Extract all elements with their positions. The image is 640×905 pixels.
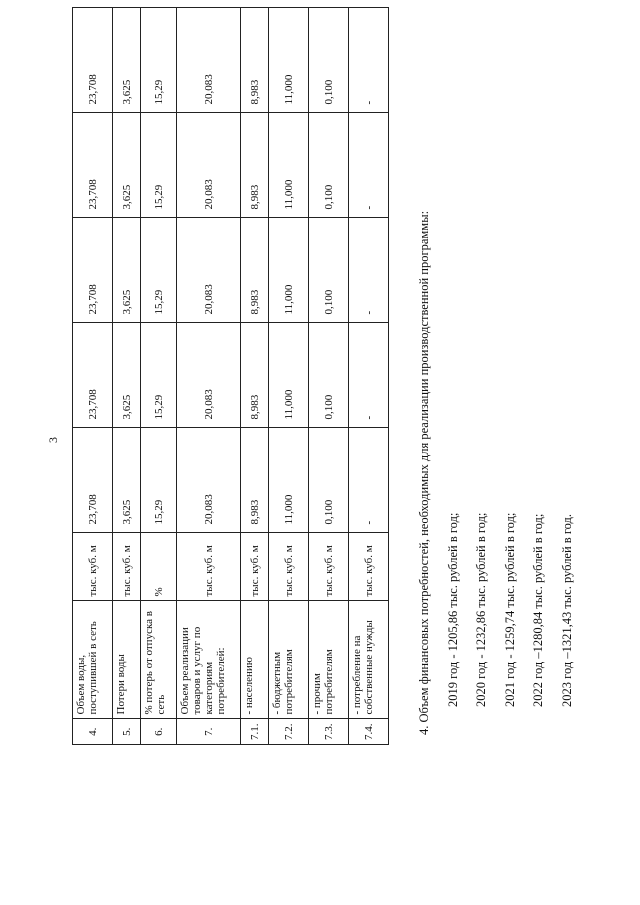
value-cell: 15,29	[141, 428, 177, 533]
value-cell: -	[349, 428, 389, 533]
value-cell: 11,000	[269, 113, 309, 218]
finance-year-line: 2021 год - 1259,74 тыс. рублей в год;	[502, 512, 517, 707]
unit-cell: тыс. куб. м	[269, 533, 309, 601]
row-number-cell: 7.4.	[349, 719, 389, 745]
value-cell: 15,29	[141, 218, 177, 323]
value-cell: 0,100	[309, 428, 349, 533]
value-cell: -	[349, 218, 389, 323]
value-cell: -	[349, 8, 389, 113]
page-number: 3	[46, 437, 60, 443]
unit-cell: тыс. куб. м	[177, 533, 241, 601]
table-row	[73, 8, 113, 745]
indicator-name-cell: - населению	[241, 601, 269, 719]
value-cell: 8,983	[241, 8, 269, 113]
value-cell: 20,083	[177, 8, 241, 113]
value-cell: 0,100	[309, 323, 349, 428]
financial-needs-section	[410, 45, 581, 735]
finance-year-line: 2022 год –1280,84 тыс. рублей в год;	[531, 513, 545, 707]
table-body	[73, 8, 389, 745]
indicator-name-cell: Объем реализации товаров и услуг по категориям потребителей:	[177, 601, 241, 719]
table-row	[141, 8, 177, 745]
value-cell: 23,708	[73, 218, 113, 323]
row-number-cell: 4.	[73, 719, 113, 745]
value-cell: 8,983	[241, 113, 269, 218]
value-cell: 15,29	[141, 113, 177, 218]
value-cell: -	[349, 113, 389, 218]
value-cell: 23,708	[73, 8, 113, 113]
value-cell: 20,083	[177, 428, 241, 533]
table-row	[309, 8, 349, 745]
unit-cell: тыс. куб. м	[349, 533, 389, 601]
indicator-name-cell: % потерь от отпуска в сеть	[141, 601, 177, 719]
value-cell: 15,29	[141, 8, 177, 113]
indicator-name-cell: - бюджетным потребителям	[269, 601, 309, 719]
table-row	[269, 8, 309, 745]
value-cell: 23,708	[73, 323, 113, 428]
value-cell: 20,083	[177, 113, 241, 218]
table-row	[241, 8, 269, 745]
value-cell: 20,083	[177, 323, 241, 428]
value-cell: 0,100	[309, 218, 349, 323]
value-cell: 11,000	[269, 323, 309, 428]
value-cell: 3,625	[113, 218, 141, 323]
table-row	[177, 8, 241, 745]
unit-cell: %	[141, 533, 177, 601]
value-cell: 0,100	[309, 8, 349, 113]
value-cell: 23,708	[73, 428, 113, 533]
indicator-name-cell: - прочим потребителям	[309, 601, 349, 719]
row-number-cell: 7.	[177, 719, 241, 745]
value-cell: 11,000	[269, 218, 309, 323]
financial-needs-heading: 4. Объем финансовых потребностей, необходимых для реализации производственной программы:	[417, 210, 431, 735]
row-number-cell: 5.	[113, 719, 141, 745]
value-cell: 11,000	[269, 8, 309, 113]
value-cell: 15,29	[141, 323, 177, 428]
row-number-cell: 7.2.	[269, 719, 309, 745]
table-row	[113, 8, 141, 745]
value-cell: 20,083	[177, 218, 241, 323]
value-cell: -	[349, 323, 389, 428]
indicator-name-cell: Объем воды, поступившей в сеть	[73, 601, 113, 719]
indicator-name-cell: - потребление на собственные нужды	[349, 601, 389, 719]
table-row	[349, 8, 389, 745]
unit-cell: тыс. куб. м	[113, 533, 141, 601]
row-number-cell: 6.	[141, 719, 177, 745]
row-number-cell: 7.1.	[241, 719, 269, 745]
production-program-table	[72, 8, 389, 746]
finance-year-line: 2020 год - 1232,86 тыс. рублей в год;	[474, 512, 488, 707]
value-cell: 3,625	[113, 8, 141, 113]
row-number-cell: 7.3.	[309, 719, 349, 745]
indicator-name-cell: Потери воды	[113, 601, 141, 719]
unit-cell: тыс. куб. м	[309, 533, 349, 601]
value-cell: 11,000	[269, 428, 309, 533]
value-cell: 8,983	[241, 428, 269, 533]
value-cell: 3,625	[113, 323, 141, 428]
finance-year-line: 2023 год –1321,43 тыс. рублей в год.	[559, 513, 574, 707]
value-cell: 3,625	[113, 113, 141, 218]
value-cell: 8,983	[241, 323, 269, 428]
value-cell: 0,100	[309, 113, 349, 218]
value-cell: 23,708	[73, 113, 113, 218]
finance-year-line: 2019 год - 1205,86 тыс. рублей в год;	[445, 512, 460, 707]
unit-cell: тыс. куб. м	[241, 533, 269, 601]
value-cell: 8,983	[241, 218, 269, 323]
unit-cell: тыс. куб. м	[73, 533, 113, 601]
value-cell: 3,625	[113, 428, 141, 533]
